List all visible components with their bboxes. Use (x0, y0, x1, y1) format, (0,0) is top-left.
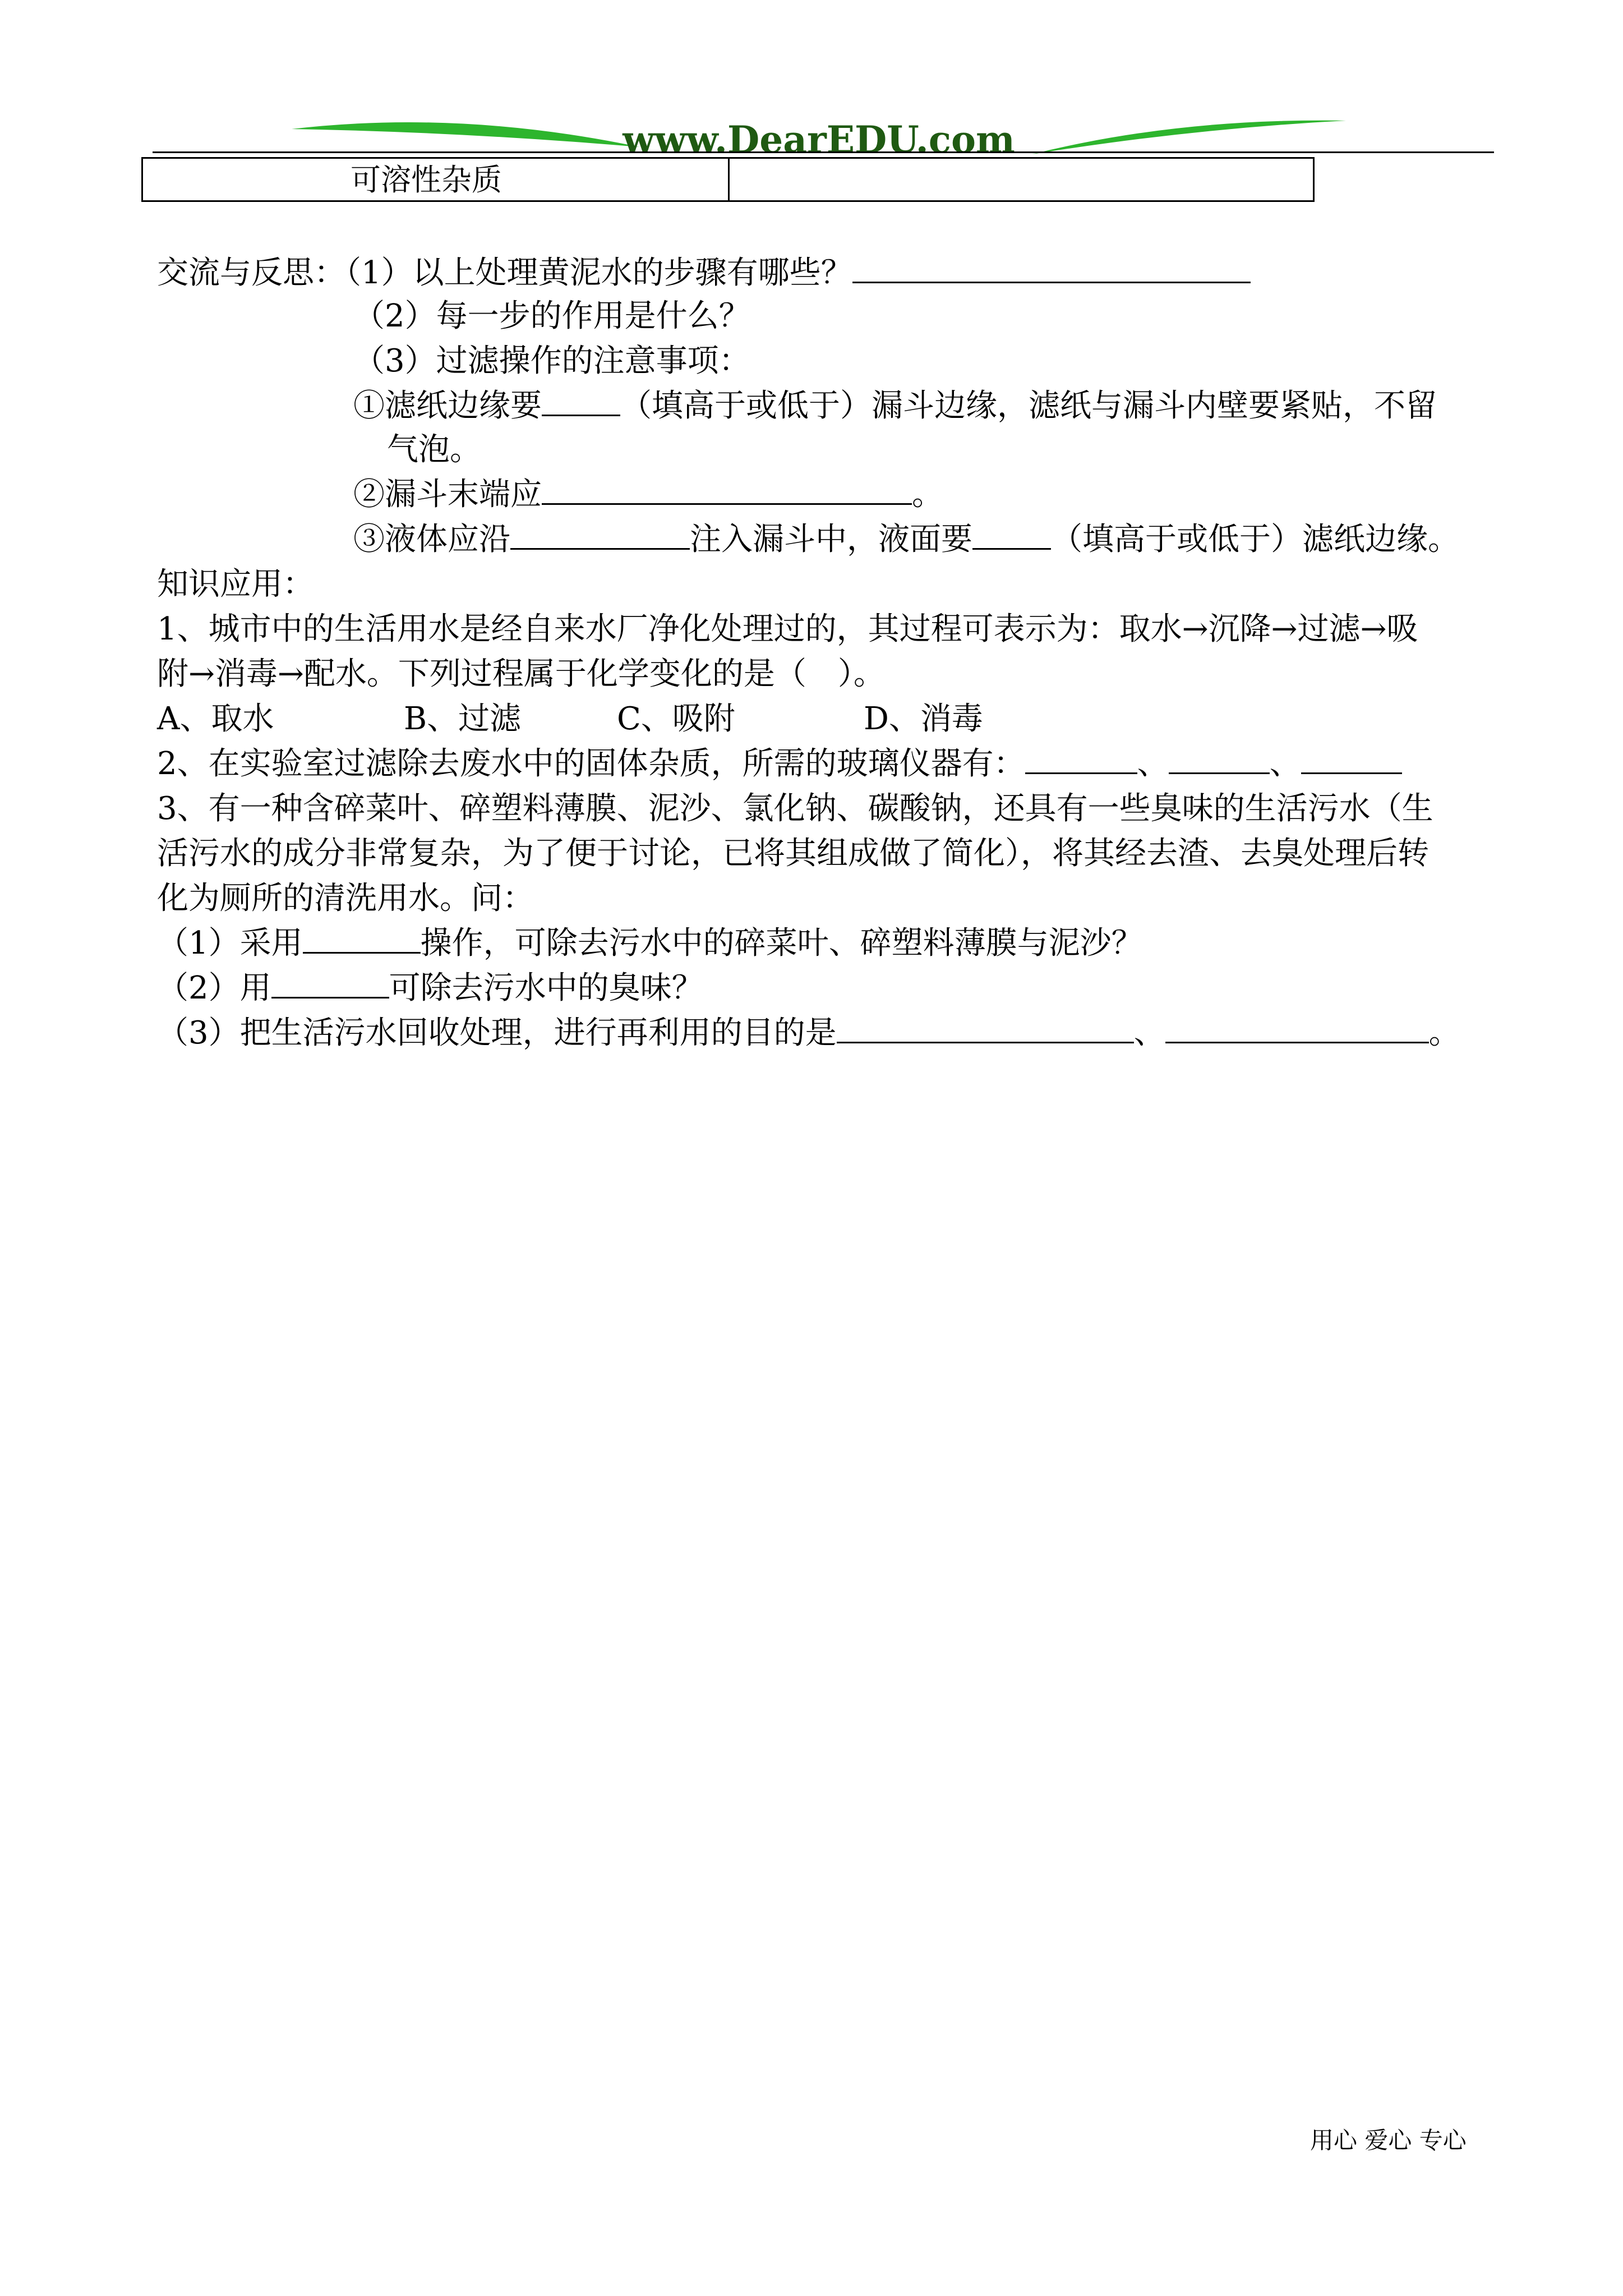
app-q3-sub3-blank-1 (837, 1011, 1134, 1043)
table-cell-answer (730, 159, 1313, 200)
app-q3-sub3 (157, 1011, 1460, 1055)
note-1-blank (542, 384, 620, 416)
app-q2-sep-1: 、 (1137, 746, 1169, 782)
note-3-blank-2 (972, 518, 1051, 550)
app-q1-option-b: B、过滤 (404, 701, 522, 737)
app-q2-blank-3 (1301, 742, 1402, 774)
app-q3-sub1 (157, 922, 1143, 965)
note-3-text-c: （填高于或低于）滤纸边缘。 (1051, 521, 1459, 558)
app-q3-sub2-text-b: 可除去污水中的臭味？ (389, 970, 703, 1006)
note-1-cont: 气泡。 (387, 431, 481, 468)
logo-swoosh-left (292, 122, 639, 147)
impurity-table (141, 157, 1315, 202)
reflection-q1-text: 交流与反思：（1）以上处理黄泥水的步骤有哪些？ (157, 255, 852, 291)
app-q2-sep-2: 、 (1269, 746, 1301, 782)
app-q3-sub3-end: 。 (1428, 1015, 1460, 1051)
app-q3-line2: 活污水的成分非常复杂，为了便于讨论，已将其组成做了简化），将其经去渣、去臭处理后转 (157, 835, 1429, 872)
application-heading: 知识应用： (157, 566, 314, 602)
app-q2-blank-2 (1169, 742, 1270, 774)
note-3-blank-1 (510, 518, 690, 550)
app-q3-sub1-text-a: （1）采用 (157, 925, 303, 961)
reflection-q2: （2）每一步的作用是什么？ (353, 298, 750, 334)
app-q3-sub2-text-a: （2）用 (157, 970, 271, 1006)
table-cell-label (143, 159, 730, 200)
site-logo (292, 112, 1346, 163)
reflection-q3: （3）过滤操作的注意事项： (353, 343, 750, 379)
app-q1-option-c: C、吸附 (617, 701, 735, 737)
header-rule (153, 151, 1494, 153)
logo-text: www.DearEDU.com (623, 118, 1015, 162)
app-q3-sub3-text-a: （3）把生活污水回收处理，进行再利用的目的是 (157, 1015, 837, 1051)
note-3-text-a: ③液体应沿 (353, 521, 510, 558)
app-q3-sub3-sep: 、 (1133, 1015, 1165, 1051)
note-2-blank (542, 473, 912, 505)
app-q3-sub3-blank-2 (1165, 1011, 1429, 1043)
app-q3-sub1-text-b: 操作，可除去污水中的碎菜叶、碎塑料薄膜与泥沙？ (420, 925, 1143, 961)
note-3-text-b: 注入漏斗中，液面要 (690, 521, 972, 558)
app-q3-line3: 化为厕所的清洗用水。问： (157, 880, 534, 917)
note-1-text-b: （填高于或低于）漏斗边缘，滤纸与漏斗内壁要紧贴，不留 (620, 388, 1437, 424)
table-row-label: 可溶性杂质 (351, 162, 502, 197)
note-2-text-b: 。 (912, 476, 943, 513)
logo-swoosh-right (1032, 121, 1346, 154)
app-q1-option-d: D、消毒 (864, 701, 983, 737)
footer-motto: 用心 爱心 专心 (1310, 2127, 1467, 2154)
app-q1-option-a: A、取水 (157, 701, 274, 737)
app-q1-line2: 附→消毒→配水。下列过程属于化学变化的是（ ）。 (157, 656, 885, 692)
app-q2 (157, 742, 1402, 786)
app-q3-line1: 3、有一种含碎菜叶、碎塑料薄膜、泥沙、氯化钠、碳酸钠，还具有一些臭味的生活污水（生 (157, 790, 1433, 827)
app-q1-line1: 1、城市中的生活用水是经自来水厂净化处理过的，其过程可表示为：取水→沉降→过滤→吸 (157, 611, 1418, 647)
app-q3-sub2-blank (271, 967, 389, 999)
app-q2-text: 2、在实验室过滤除去废水中的固体杂质，所需的玻璃仪器有： (157, 746, 1025, 782)
note-1 (353, 384, 1437, 428)
reflection-q1 (157, 251, 1251, 295)
note-2-text-a: ②漏斗末端应 (353, 476, 542, 513)
reflection-q1-blank (852, 251, 1251, 283)
app-q3-sub1-blank (303, 922, 421, 954)
note-3 (353, 518, 1459, 562)
note-1-text-a: ①滤纸边缘要 (353, 388, 542, 424)
app-q3-sub2 (157, 967, 703, 1010)
app-q2-blank-1 (1025, 742, 1137, 774)
note-2 (353, 473, 943, 517)
